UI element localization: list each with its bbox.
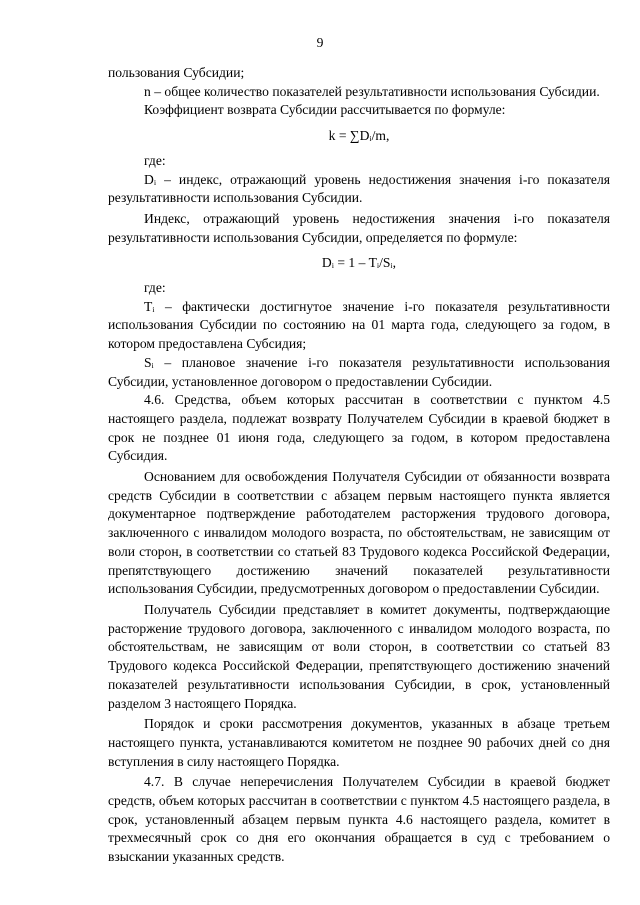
- paragraph-4-7: 4.7. В случае неперечисления Получателем Субсидии в краевой бюджет средств, объем которых рассчитан в соответствии с пунктом 4.5 настоящего раздела, в срок, установленный абзацем первым пункта 4.6 настоящего раздела, комитет в трехмесячный срок со дня его окончания обращается в суд с требованием о взыскании указанных средств.: [108, 774, 610, 865]
- paragraph-di-definition: Dᵢ – индекс, отражающий уровень недостижения значения i-го показателя результативности использования Субсидии.: [108, 171, 610, 206]
- paragraph-ti-definition: Tᵢ – фактически достигнутое значение i-го показателя результативности использования Субсидии по состоянию на 01 марта года, следующего за годом, в котором предоставлена Субсидия;: [108, 298, 610, 352]
- paragraph-where-1: где:: [144, 152, 166, 168]
- page-number: 9: [316, 35, 324, 50]
- paragraph-4-6: 4.6. Средства, объем которых рассчитан в соответствии с пунктом 4.5 настоящего раздела, подлежат возврату Получателем Субсидии в краевой бюджет в срок не позднее 01 июня года, следующего за годом, в котором предоставлена Субсидия.: [108, 392, 610, 464]
- paragraph-where-2: где:: [144, 280, 166, 296]
- paragraph-di-formula-intro: Индекс, отражающий уровень недостижения значения i-го показателя результативности использования Субсидии, определяется по формуле:: [108, 210, 610, 245]
- paragraph-n-definition: n – общее количество показателей результативности использования Субсидии.: [144, 83, 600, 99]
- paragraph-procedure-terms: Порядок и сроки рассмотрения документов, указанных в абзаце третьем настоящего пункта, устанавливаются комитетом не позднее 90 рабочих дней со дня вступления в силу настоящего Порядка.: [108, 716, 610, 769]
- formula-k: k = ∑Dᵢ/m,: [328, 128, 390, 144]
- paragraph-basis-release: Основанием для освобождения Получателя Субсидии от обязанности возврата средств Субсидии в соответствии с абзацем первым настоящего пункта является документарное подтверждение работодателем расторжения трудового договора, заключенного с инвалидом молодого возраста, по обстоятельствам, не зависящим от воли сторон, в соответствии со статьей 83 Трудового кодекса Российской Федерации, препятствующего достижению значений показателей результативности использования Субсидии, предусмотренных договором о предоставлении Субсидии.: [108, 469, 610, 597]
- paragraph-k-formula-intro: Коэффициент возврата Субсидии рассчитывается по формуле:: [144, 102, 506, 118]
- document-body: [108, 64, 610, 867]
- paragraph-recipient-documents: Получатель Субсидии представляет в комитет документы, подтверждающие расторжение трудового договора, заключенного с инвалидом молодого возраста, по обстоятельствам, не зависящим от воли сторон, в соответствии со статьей 83 Трудового кодекса Российской Федерации, препятствующего достижению значений показателей результативности использования Субсидии, в срок, установленный разделом 3 настоящего Порядка.: [108, 601, 610, 711]
- formula-di: Dᵢ = 1 – Tᵢ/Sᵢ,: [321, 255, 397, 271]
- paragraph-continuation: пользования Субсидии;: [108, 65, 245, 80]
- paragraph-si-definition: Sᵢ – плановое значение i-го показателя результативности использования Субсидии, установленное договором о предоставлении Субсидии.: [108, 354, 610, 389]
